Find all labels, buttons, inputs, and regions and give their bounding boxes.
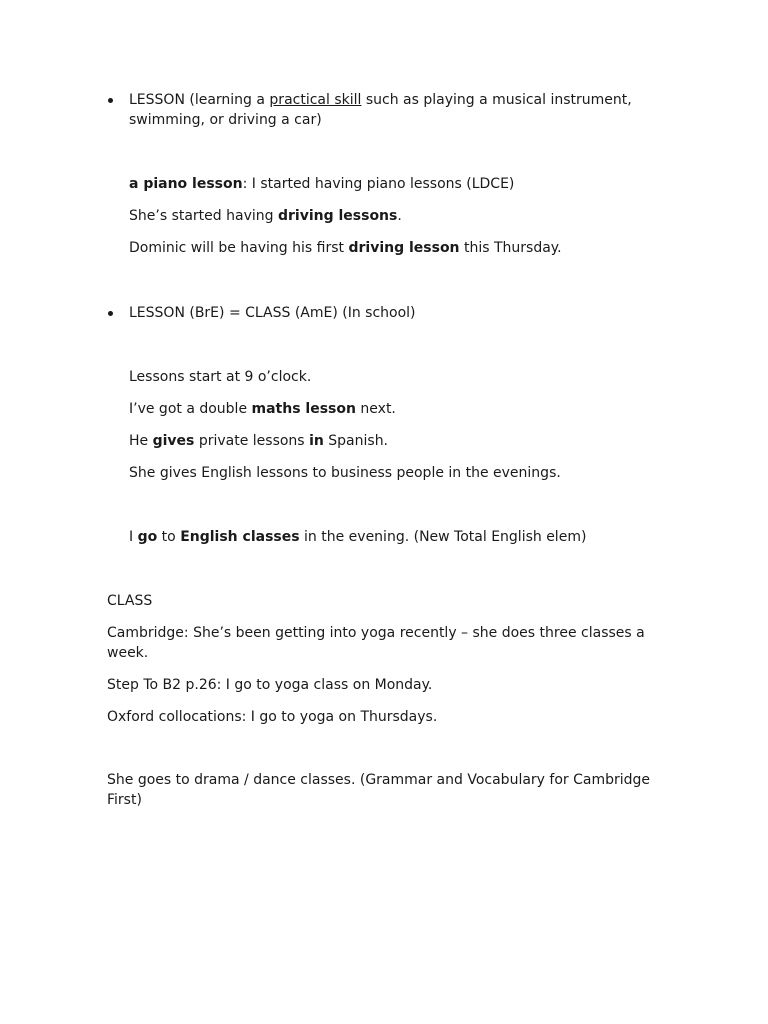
bold-term: go [137, 529, 158, 545]
example-text: I [129, 529, 138, 545]
example-text: He [129, 433, 153, 449]
example-text: Spanish. [323, 433, 389, 449]
example-text: in the evening. (New Total English elem) [299, 529, 587, 545]
heading-text: LESSON (learning a [129, 92, 270, 108]
example-cambridge: Cambridge: She’s been getting into yoga recently – she does three classes a [107, 625, 645, 641]
example-text: to [157, 529, 181, 545]
example-driving-lessons [129, 206, 402, 226]
bold-term: maths lesson [251, 401, 356, 417]
example-piano-lesson [129, 174, 514, 194]
example-text: this Thursday. [459, 240, 562, 256]
bold-term: a piano lesson [129, 176, 243, 192]
bold-term: gives [152, 433, 195, 449]
section3-heading: CLASS [107, 593, 153, 609]
heading-text: such as playing a musical instrument, [361, 92, 632, 108]
example-text: next. [355, 401, 396, 417]
example-english-lessons: She gives English lessons to business people in the evenings. [129, 465, 561, 481]
bold-term: driving lessons [277, 208, 398, 224]
bold-term: in [309, 433, 324, 449]
example-oxford: Oxford collocations: I go to yoga on Thursdays. [107, 709, 438, 725]
example-maths-lesson [129, 399, 396, 419]
example-cambridge-cont: week. [107, 645, 149, 661]
example-english-classes [129, 527, 586, 547]
example-text: She’s started having [129, 208, 278, 224]
section1-heading [129, 90, 632, 110]
example-text: I’ve got a double [129, 401, 252, 417]
example-step-to-b2: Step To B2 p.26: I go to yoga class on Monday. [107, 677, 433, 693]
bold-term: driving lesson [348, 240, 460, 256]
example-text: Dominic will be having his first [129, 240, 349, 256]
example-text: . [397, 208, 402, 224]
example-drama-dance-cont: First) [107, 792, 142, 808]
example-lessons-start: Lessons start at 9 o’clock. [129, 369, 312, 385]
example-text: private lessons [194, 433, 310, 449]
bullet-icon [108, 311, 113, 316]
bullet-icon [108, 98, 113, 103]
example-text: : I started having piano lessons (LDCE) [242, 176, 515, 192]
example-gives-lessons [129, 431, 388, 451]
section2-heading: LESSON (BrE) = CLASS (AmE) (In school) [129, 305, 416, 321]
practical-skill-underlined: practical skill [269, 92, 362, 108]
example-driving-lesson [129, 238, 562, 258]
section1-heading-cont: swimming, or driving a car) [129, 112, 322, 128]
bold-term: English classes [180, 529, 300, 545]
example-drama-dance: She goes to drama / dance classes. (Grammar and Vocabulary for Cambridge [107, 772, 651, 788]
